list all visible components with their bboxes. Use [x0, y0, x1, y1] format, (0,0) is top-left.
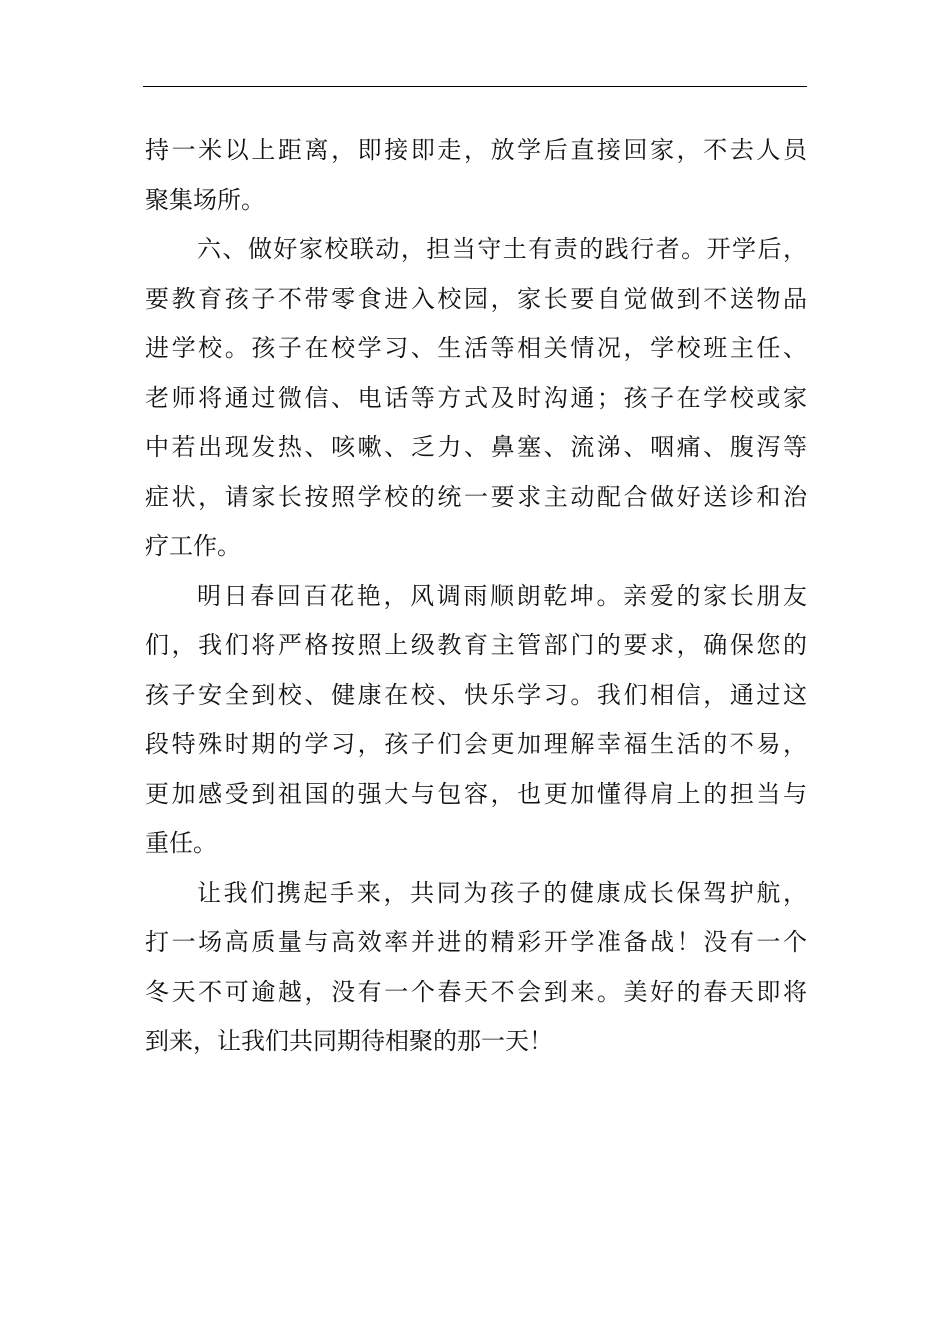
paragraph-home-school-cooperation — [145, 225, 807, 572]
document-body — [145, 126, 807, 1067]
text-line: 要教育孩子不带零食进入校园，家长要自觉做到不送物品 — [145, 284, 807, 313]
text-line: 持一米以上距离，即接即走，放学后直接回家，不去人员 — [145, 136, 807, 164]
text-line: 明日春回百花艳，风调雨顺朗乾坤。亲爱的家长朋友 — [197, 581, 807, 610]
paragraph-closing — [145, 869, 807, 1067]
text-line: 老师将通过微信、电话等方式及时沟通；孩子在学校或家 — [145, 383, 807, 412]
text-line: 疗工作。 — [145, 532, 241, 560]
text-line: 们，我们将严格按照上级教育主管部门的要求，确保您的 — [145, 631, 807, 659]
text-line: 重任。 — [145, 829, 217, 857]
text-line: 聚集场所。 — [145, 185, 265, 214]
text-line: 段特殊时期的学习，孩子们会更加理解幸福生活的不易， — [145, 730, 807, 758]
text-line: 孩子安全到校、健康在校、快乐学习。我们相信，通过这 — [145, 680, 807, 709]
text-line: 打一场高质量与高效率并进的精彩开学准备战！没有一个 — [145, 928, 807, 956]
text-line: 中若出现发热、咳嗽、乏力、鼻塞、流涕、咽痛、腹泻等 — [145, 433, 807, 461]
text-line: 症状，请家长按照学校的统一要求主动配合做好送诊和治 — [145, 482, 807, 511]
paragraph-continuation — [145, 126, 807, 225]
header-rule — [143, 86, 807, 87]
text-line: 更加感受到祖国的强大与包容，也更加懂得肩上的担当与 — [145, 779, 807, 808]
paragraph-spring-message — [145, 572, 807, 869]
text-line: 到来，让我们共同期待相聚的那一天！ — [145, 1027, 553, 1055]
text-line: 让我们携起手来，共同为孩子的健康成长保驾护航， — [197, 878, 807, 907]
text-line: 进学校。孩子在校学习、生活等相关情况，学校班主任、 — [145, 334, 807, 362]
text-line: 冬天不可逾越，没有一个春天不会到来。美好的春天即将 — [145, 977, 807, 1006]
text-line: 六、做好家校联动，担当守土有责的践行者。开学后， — [197, 235, 807, 263]
